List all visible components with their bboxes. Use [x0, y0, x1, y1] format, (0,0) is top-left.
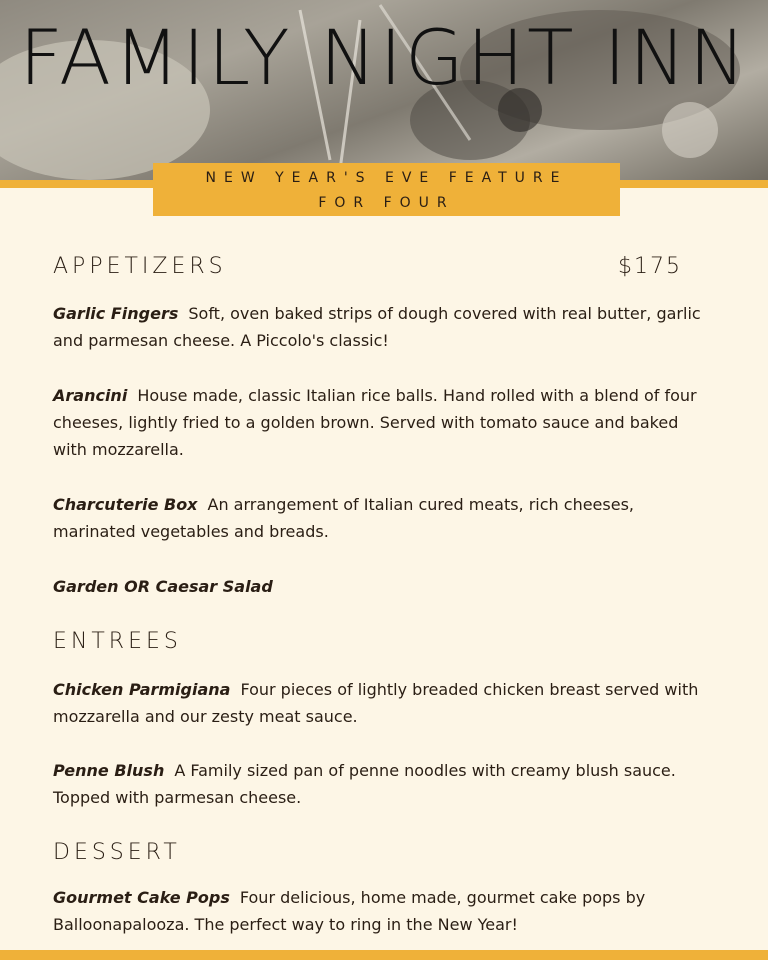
menu-item-garlic-fingers	[53, 300, 703, 354]
item-name: Charcuterie Box	[53, 495, 198, 514]
menu-item-gourmet-cake-pops	[53, 884, 703, 938]
hero-photo-background	[0, 0, 768, 182]
item-description: Soft, oven baked strips of dough covered with real butter, garlic and parmesan cheese. A Piccolo's classic!	[53, 304, 701, 350]
item-name: Garlic Fingers	[53, 304, 179, 323]
menu-item-chicken-parmigiana	[53, 676, 703, 730]
item-description: House made, classic Italian rice balls. Hand rolled with a blend of four cheeses, lightly fried to a golden brown. Served with tomato sauce and baked with mozzarella.	[53, 386, 697, 459]
menu-item-arancini	[53, 382, 703, 463]
entrees-heading: ENTREES	[53, 629, 182, 654]
feature-banner	[153, 163, 620, 216]
dessert-heading: DESSERT	[53, 840, 181, 865]
item-description: Four delicious, home made, gourmet cake pops by Balloonapalooza. The perfect way to ring in the New Year!	[53, 888, 646, 934]
appetizers-heading: APPETIZERS	[53, 254, 227, 279]
item-description: A Family sized pan of penne noodles with creamy blush sauce. Topped with parmesan cheese.	[53, 761, 676, 807]
menu-item-penne-blush	[53, 757, 703, 811]
restaurant-title: FAMILY NIGHT INN	[19, 13, 749, 102]
item-name: Gourmet Cake Pops	[53, 888, 230, 907]
item-name: Chicken Parmigiana	[53, 680, 231, 699]
menu-item-charcuterie-box	[53, 491, 703, 545]
item-name: Garden OR Caesar Salad	[53, 577, 273, 596]
banner-line-2: FOR FOUR	[318, 195, 455, 211]
item-name: Arancini	[53, 386, 128, 405]
menu-item-salad	[53, 573, 703, 600]
item-description: Four pieces of lightly breaded chicken breast served with mozzarella and our zesty meat sauce.	[53, 680, 699, 726]
item-description: An arrangement of Italian cured meats, rich cheeses, marinated vegetables and breads.	[53, 495, 634, 541]
footer-gold-rule	[0, 950, 768, 960]
menu-price: $175	[618, 254, 682, 279]
item-name: Penne Blush	[53, 761, 165, 780]
banner-line-1: NEW YEAR'S EVE FEATURE	[205, 170, 568, 186]
